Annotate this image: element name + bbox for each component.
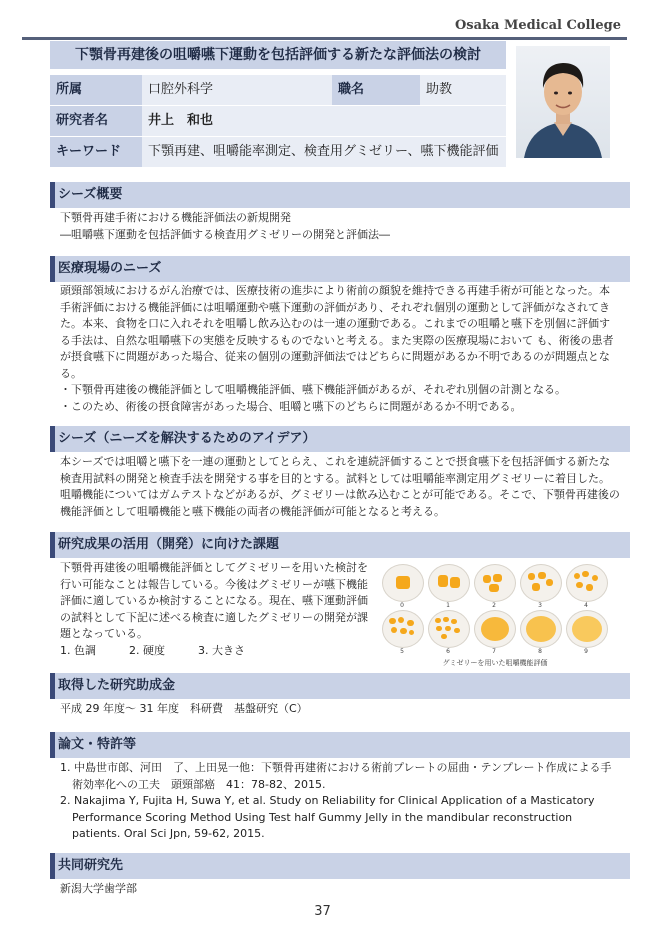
researcher-photo <box>516 46 610 158</box>
needs-bullet-1: ・下顎骨再建後の機能評価として咀嚼機能評価、嚥下機能評価があるが、それぞれ別個の計測となる。 <box>60 383 566 396</box>
needs-body: 頭頸部領域におけるがん治療では、医療技術の進歩により術前の顔貌を維持できる再建手術が可能となった。本手術評価における機能評価には咀嚼運動や嚥下運動の評価があり、それぞれ個別の運動として評価がなされてきた。本来、食物を口に入れそれを咀嚼し飲み込むのは一連の運動である。これまでの咀嚼と嚥下を別個に評価する手法は、自然な咀嚼嚥下の実態を反映するものでないと考える。また実際の医療現場において も、術後の患者が摂食嚥下に問題があった場合、従来の個別の運動評価法ではどちらに問題があるか不明であるのが問題点となる。 <box>60 284 614 380</box>
info-row-affiliation <box>50 75 506 105</box>
info-row-keywords <box>50 137 506 167</box>
gummy-dish <box>474 610 516 648</box>
page-title: 下顎骨再建後の咀嚼嚥下運動を包括評価する新たな評価法の検討 <box>50 41 506 69</box>
results-text <box>60 560 372 659</box>
results-items: 1. 色調 2. 硬度 3. 大きさ <box>60 643 245 657</box>
seeds-summary-line-2: ―咀嚼嚥下運動を包括評価する検査用グミゼリーの開発と評価法― <box>60 227 390 241</box>
section-heading-collaborators: 共同研究先 <box>50 853 630 879</box>
gummy-dish <box>474 564 516 602</box>
dish-label: 3 <box>538 602 542 609</box>
dish-label: 4 <box>584 602 588 609</box>
needs-text <box>60 283 620 415</box>
info-row-researcher <box>50 106 506 136</box>
keyword-value: 下顎再建、咀嚼能率測定、検査用グミゼリー、嚥下機能評価 <box>142 137 506 167</box>
gummy-figure <box>380 562 610 670</box>
dish-label: 8 <box>538 648 542 655</box>
grants-body: 平成 29 年度～ 31 年度 科研費 基盤研究（C） <box>60 702 308 715</box>
section-heading-grants: 取得した研究助成金 <box>50 673 630 699</box>
dish-label: 2 <box>492 602 496 609</box>
collaborators-body: 新潟大学歯学部 <box>60 882 137 895</box>
affiliation-label: 所属 <box>50 75 142 105</box>
gummy-dish <box>520 610 562 648</box>
collaborators-text <box>60 881 620 898</box>
seeds-body: 本シーズでは咀嚼と嚥下を一連の運動としてとらえ、これを連続評価することで摂食嚥下を包括評価する新たな検査用試料の開発と検査手法を開発する事を目的とする。試料としては咀嚼能率測定用グミゼリーに着目した。咀嚼機能についてはガムテストなどがあるが、グミゼリーは飲み込むことが可能である。そこで、下顎骨再建後の機能評価として咀嚼機能と嚥下機能の両者の機能評価が可能となると考える。 <box>60 455 620 518</box>
position-value: 助教 <box>420 75 506 105</box>
section-heading-seeds-summary: シーズ概要 <box>50 182 630 208</box>
dish-label: 1 <box>446 602 450 609</box>
seeds-text <box>60 454 620 520</box>
researcher-label: 研究者名 <box>50 106 142 136</box>
paper-item-1: 1. 中島世市郎、河田 了、上田晃一他：下顎骨再建術における術前プレートの屈曲・テンプレート作成による手術効率化への工夫 頭頸部癌 41：78-82、2015. <box>60 761 612 791</box>
results-body: 下顎骨再建後の咀嚼機能評価としてグミゼリーを用いた検討を行い可能なことは報告している。今後はグミゼリーが嚥下機能評価に適しているか検討することになる。現在、嚥下運動評価の試料として下記に述べる検査に適したグミゼリーの開発が課題となっている。 <box>60 561 368 640</box>
gummy-dish <box>566 610 608 648</box>
gummy-dish <box>566 564 608 602</box>
needs-bullet-2: ・このため、術後の摂食障害があった場合、咀嚼と嚥下のどちらに問題があるか不明である。 <box>60 399 522 413</box>
gummy-dish <box>382 610 424 648</box>
papers-text <box>60 760 620 843</box>
dish-label: 0 <box>400 602 404 609</box>
dish-label: 5 <box>400 648 404 655</box>
keyword-label: キーワード <box>50 137 142 167</box>
seeds-summary-line-1: 下顎骨再建手術における機能評価法の新規開発 <box>60 211 291 224</box>
dish-label: 7 <box>492 648 496 655</box>
gummy-dish <box>428 610 470 648</box>
brand-name: Osaka Medical College <box>454 18 621 33</box>
dish-label: 6 <box>446 648 450 655</box>
page-number: 37 <box>314 904 331 919</box>
position-label: 職名 <box>332 75 420 105</box>
researcher-portrait-image <box>516 46 610 158</box>
seeds-summary-text <box>60 210 620 243</box>
gummy-dish <box>382 564 424 602</box>
researcher-value: 井上 和也 <box>142 106 506 136</box>
grants-text <box>60 701 620 718</box>
gummy-dish <box>428 564 470 602</box>
section-heading-papers: 論文・特許等 <box>50 732 630 758</box>
section-heading-needs: 医療現場のニーズ <box>50 256 630 282</box>
section-heading-seeds: シーズ（ニーズを解決するためのアイデア） <box>50 426 630 452</box>
header-divider <box>22 37 627 40</box>
section-heading-results: 研究成果の活用（開発）に向けた課題 <box>50 532 630 558</box>
gummy-dish <box>520 564 562 602</box>
dish-label: 9 <box>584 648 588 655</box>
paper-item-2: 2. Nakajima Y, Fujita H, Suwa Y, et al. Study on Reliability for Clinical Application of a Masticatory Performance Scoring Method Using Test half Gummy Jelly in the mandibular reconstruction patients. Oral Sci Jpn, 59-62, 2015. <box>60 794 595 840</box>
affiliation-value: 口腔外科学 <box>142 75 332 105</box>
figure-caption: グミゼリーを用いた咀嚼機能評価 <box>442 659 548 667</box>
